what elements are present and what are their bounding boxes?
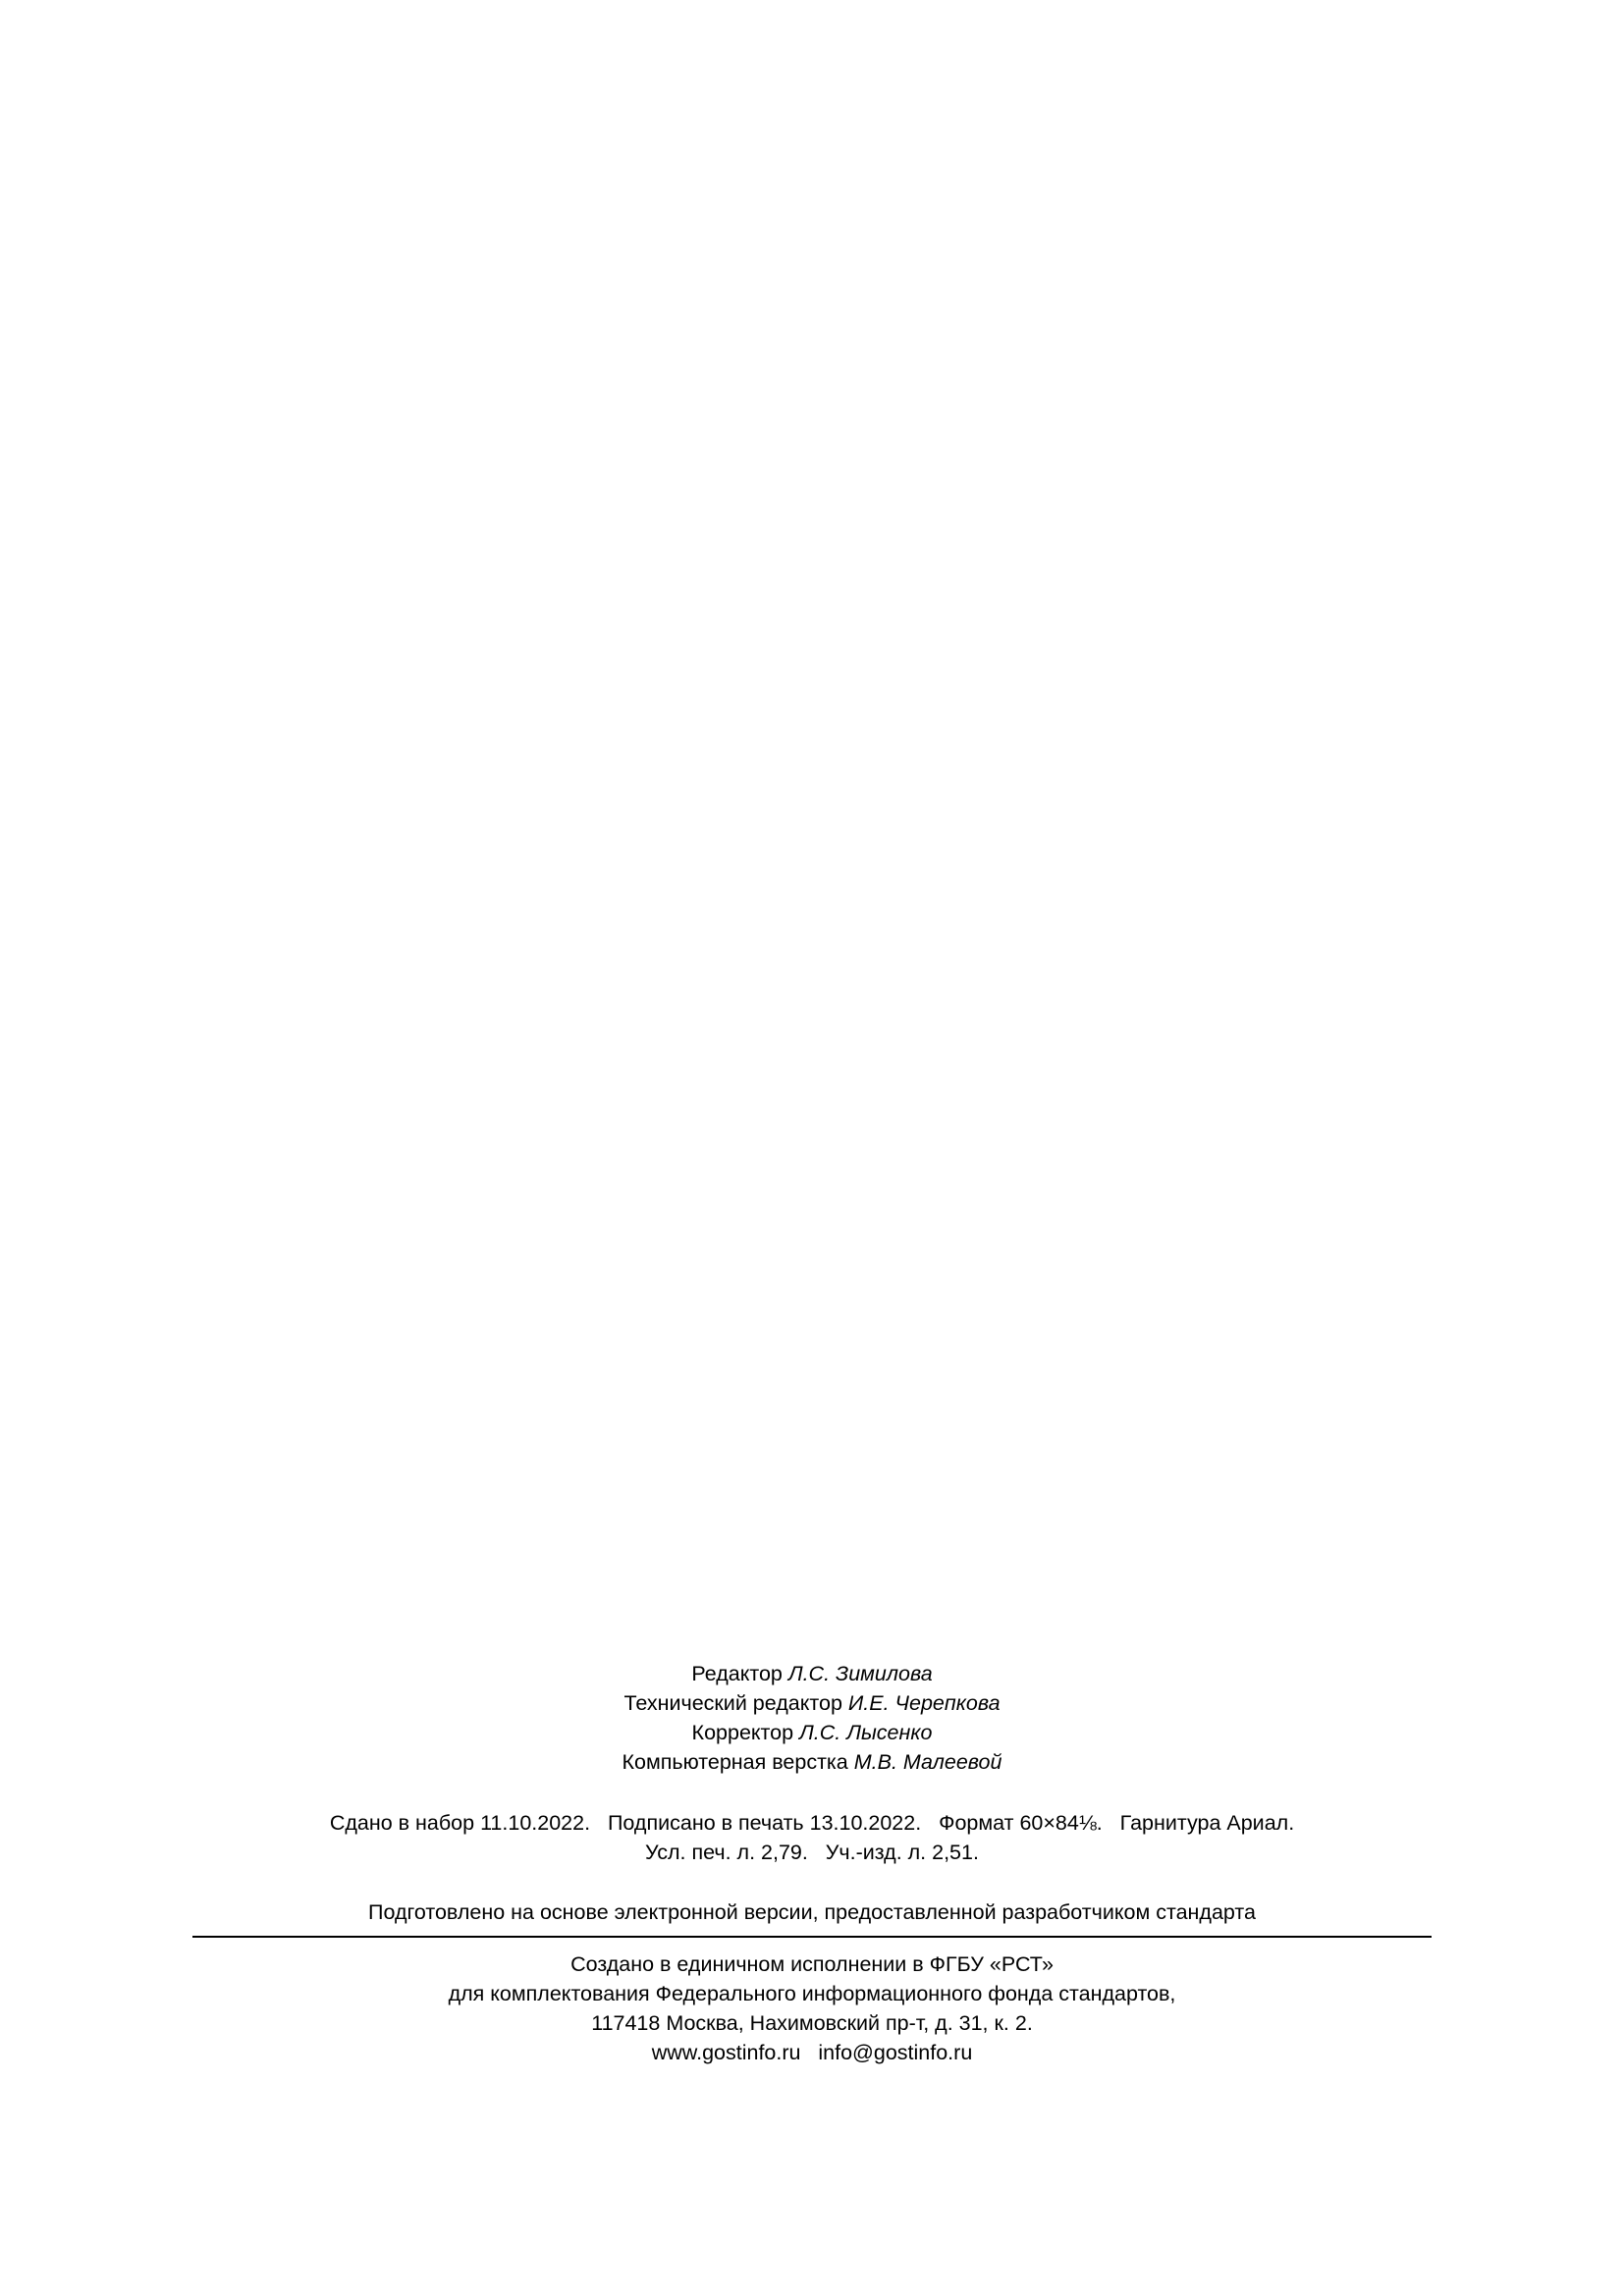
credit-line: [0, 1747, 1624, 1777]
prepared-note: Подготовлено на основе электронной версии, предоставленной разработчиком стандарта: [368, 1900, 1256, 1924]
credit-person: И.Е. Черепкова: [847, 1691, 1001, 1715]
credit-role: Технический редактор: [623, 1691, 848, 1715]
credit-role: Редактор: [691, 1662, 788, 1685]
editorial-credits: [0, 1659, 1624, 1777]
publisher-line-1: Создано в единичном исполнении в ФГБУ «РСТ»: [570, 1952, 1054, 1976]
credit-person: Л.С. Лысенко: [799, 1721, 933, 1744]
publisher-email: info@gostinfo.ru: [818, 2041, 973, 2064]
publisher-line-2: для комплектования Федерального информационного фонда стандартов,: [448, 1982, 1176, 2005]
credit-role: Корректор: [691, 1721, 800, 1744]
print-production-info: [0, 1808, 1624, 1867]
colophon-block: [0, 1659, 1624, 1927]
credit-line: [0, 1659, 1624, 1688]
publisher-block: [0, 1949, 1624, 2067]
credit-person: Л.С. Зимилова: [787, 1662, 933, 1685]
publisher-contacts: [0, 2038, 1624, 2067]
contacts-separator: [800, 2041, 818, 2064]
publisher-website: www.gostinfo.ru: [651, 2041, 801, 2064]
publisher-address: 117418 Москва, Нахимовский пр-т, д. 31, к. 2.: [591, 2011, 1033, 2035]
horizontal-divider: [192, 1936, 1432, 1938]
credit-line: [0, 1688, 1624, 1718]
credit-role: Компьютерная верстка: [622, 1750, 854, 1774]
credit-person: М.В. Малеевой: [853, 1750, 1002, 1774]
credit-line: [0, 1718, 1624, 1747]
print-info-line: Сдано в набор 11.10.2022. Подписано в печать 13.10.2022. Формат 60×84⅛. Гарнитура Ариал.: [329, 1811, 1295, 1835]
print-info-line: Усл. печ. л. 2,79. Уч.-изд. л. 2,51.: [645, 1841, 979, 1864]
